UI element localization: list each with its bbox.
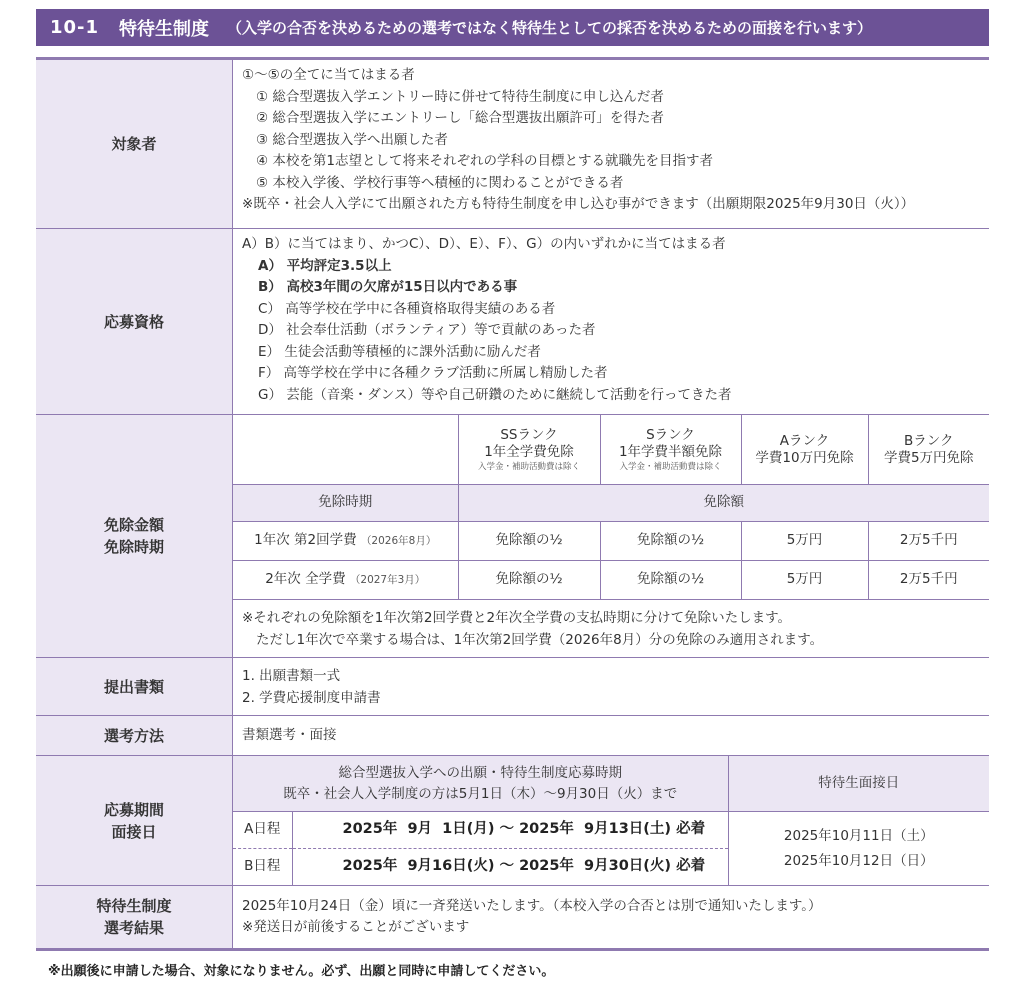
eligibility-item: D） 社会奉仕活動（ボランティア）等で貢献のあった者 (258, 322, 596, 338)
interview-header: 特待生面接日 (728, 756, 989, 812)
schedule-range: 2025年 9月 1日(月) 〜 2025年 9月13日(土) 必着 (292, 812, 728, 849)
exemption-value: 2万5千円 (868, 522, 989, 561)
section-number: 10-1 (50, 17, 100, 38)
label-result-line2: 選考結果 (103, 919, 164, 937)
period-date: （2026年8月） (360, 534, 437, 547)
schedule-name: A日程 (233, 812, 292, 849)
result-line2: ※発送日が前後することがございます (242, 919, 470, 935)
exemption-value: 免除額の½ (458, 522, 600, 561)
schedule-row (233, 812, 989, 849)
schedule-name: B日程 (233, 849, 292, 886)
rank-header-empty (233, 415, 458, 485)
interview-date: 2025年10月11日（土） (783, 827, 934, 844)
rank-desc: 学費10万円免除 (755, 449, 854, 466)
content-documents (233, 658, 990, 716)
eligibility-item: C） 高等学校在学中に各種資格取得実績のある者 (258, 300, 556, 317)
exemption-value: 免除額の½ (600, 561, 741, 600)
rank-desc: 1年全学費免除 (484, 443, 574, 460)
interview-date: 2025年10月12日（日） (783, 852, 934, 869)
content-method (233, 716, 990, 756)
content-exemption (233, 415, 990, 658)
label-method: 選考方法 (36, 716, 233, 756)
exemption-value: 免除額の½ (458, 561, 600, 600)
label-result (36, 886, 233, 950)
section-subtitle: （入学の合否を決めるための選考ではなく特待生としての採否を決めるための面接を行います） (227, 19, 873, 37)
target-item: ④ 本校を第1志望として将来それぞれの学科の目標とする就職先を目指す者 (256, 153, 713, 169)
rank-header-row (233, 415, 989, 485)
label-result-line1: 特待生制度 (96, 897, 172, 915)
exemption-table (233, 415, 989, 600)
eligibility-item: F） 高等学校在学中に各種クラブ活動に所属し精励した者 (258, 365, 608, 381)
target-item: ⑤ 本校入学後、学校行事等へ積極的に関わることができる者 (256, 174, 624, 191)
footnote: ※出願後に申請した場合、対象になりません。必ず、出願と同時に申請してください。 (48, 964, 555, 979)
exemption-subheader-row (233, 485, 989, 522)
rank-name: Sランク (646, 426, 695, 443)
exemption-period (233, 561, 458, 600)
document-item: 2. 学費応援制度申請書 (242, 689, 381, 706)
label-exemption-line1: 免除金額 (103, 516, 164, 534)
label-eligibility: 応募資格 (36, 229, 233, 415)
amount-header: 免除額 (458, 485, 989, 522)
method-text: 書類選考・面接 (242, 726, 337, 743)
exemption-note-line1: ※それぞれの免除額を1年次第2回学費と2年次全学費の支払時期に分けて免除いたします。 (242, 610, 791, 626)
row-period (36, 756, 989, 886)
rank-name: SSランク (500, 426, 558, 443)
target-item: ③ 総合型選抜入学へ出願した者 (256, 131, 448, 148)
exemption-note-line2: ただし1年次で卒業する場合は、1年次第2回学費（2026年8月）分の免除のみ適用されます。 (256, 631, 824, 648)
target-item: ① 総合型選抜入学エントリー時に併せて特待生制度に申し込んだ者 (256, 88, 664, 105)
rank-note: 入学金・補助活動費は除く (619, 461, 722, 472)
exemption-period (233, 522, 458, 561)
label-exemption (36, 415, 233, 658)
row-documents (36, 658, 989, 716)
scholarship-table (36, 57, 989, 951)
result-line1: 2025年10月24日（金）頃に一斉発送いたします。（本校入学の合否とは別で通知いたします。） (242, 897, 822, 914)
target-item: ② 総合型選抜入学にエントリーし「総合型選抜出願許可」を得た者 (256, 110, 664, 126)
rank-desc: 1年学費半額免除 (618, 443, 723, 460)
rank-name: Aランク (779, 432, 830, 449)
period-header-line1: 総合型選抜入学への出願・特待生制度応募時期 (338, 764, 622, 781)
exemption-value: 5万円 (741, 561, 868, 600)
period-text: 1年次 第2回学費 (254, 531, 357, 548)
document-item: 1. 出願書類一式 (242, 668, 341, 684)
section-title-bar (36, 9, 989, 46)
rank-s (600, 415, 741, 485)
period-header: 免除時期 (233, 485, 458, 522)
schedule-range: 2025年 9月16日(火) 〜 2025年 9月30日(火) 必着 (292, 849, 728, 886)
target-intro: ①〜⑤の全てに当てはまる者 (242, 67, 415, 83)
content-eligibility (233, 229, 990, 415)
row-eligibility (36, 229, 989, 415)
label-period (36, 756, 233, 886)
row-result (36, 886, 989, 950)
period-text: 2年次 全学費 (265, 570, 346, 587)
label-exemption-line2: 免除時期 (103, 538, 164, 556)
exemption-value: 5万円 (741, 522, 868, 561)
eligibility-item: G） 芸能（音楽・ダンス）等や自己研鑽のために継続して活動を行ってきた者 (258, 386, 732, 403)
row-target (36, 59, 989, 229)
content-target (233, 59, 990, 229)
period-table (233, 756, 989, 885)
rank-a (741, 415, 868, 485)
eligibility-item: B） 高校3年間の欠席が15日以内である事 (258, 279, 518, 295)
exemption-row (233, 522, 989, 561)
rank-desc: 学費5万円免除 (883, 449, 974, 466)
rank-ss (458, 415, 600, 485)
row-method (36, 716, 989, 756)
target-note: ※既卒・社会人入学にて出願された方も特待生制度を申し込む事ができます（出願期限2025年9月30日（火）） (242, 196, 915, 212)
exemption-row (233, 561, 989, 600)
content-period (233, 756, 990, 886)
exemption-note (233, 600, 989, 657)
eligibility-item: E） 生徒会活動等積極的に課外活動に励んだ者 (258, 343, 541, 360)
rank-name: Bランク (904, 432, 954, 449)
row-exemption (36, 415, 989, 658)
exemption-value: 2万5千円 (868, 561, 989, 600)
label-documents: 提出書類 (36, 658, 233, 716)
application-period-header (233, 756, 728, 812)
period-header-line2: 既卒・社会人入学制度の方は5月1日（木）〜9月30日（火）まで (283, 785, 678, 802)
label-period-line2: 面接日 (111, 822, 157, 841)
label-period-line1: 応募期間 (103, 800, 164, 819)
eligibility-item: A） 平均評定3.5以上 (258, 257, 392, 274)
exemption-value: 免除額の½ (600, 522, 741, 561)
period-header-row (233, 756, 989, 812)
interview-dates (728, 812, 989, 886)
label-target: 対象者 (36, 59, 233, 229)
period-date: （2027年3月） (349, 573, 426, 586)
section-title: 特待生制度 (119, 18, 210, 40)
rank-note: 入学金・補助活動費は除く (477, 461, 580, 472)
eligibility-intro: A）B）に当てはまり、かつC）、D）、E）、F）、G）の内いずれかに当てはまる者 (242, 236, 726, 252)
rank-b (868, 415, 989, 485)
content-result (233, 886, 990, 950)
